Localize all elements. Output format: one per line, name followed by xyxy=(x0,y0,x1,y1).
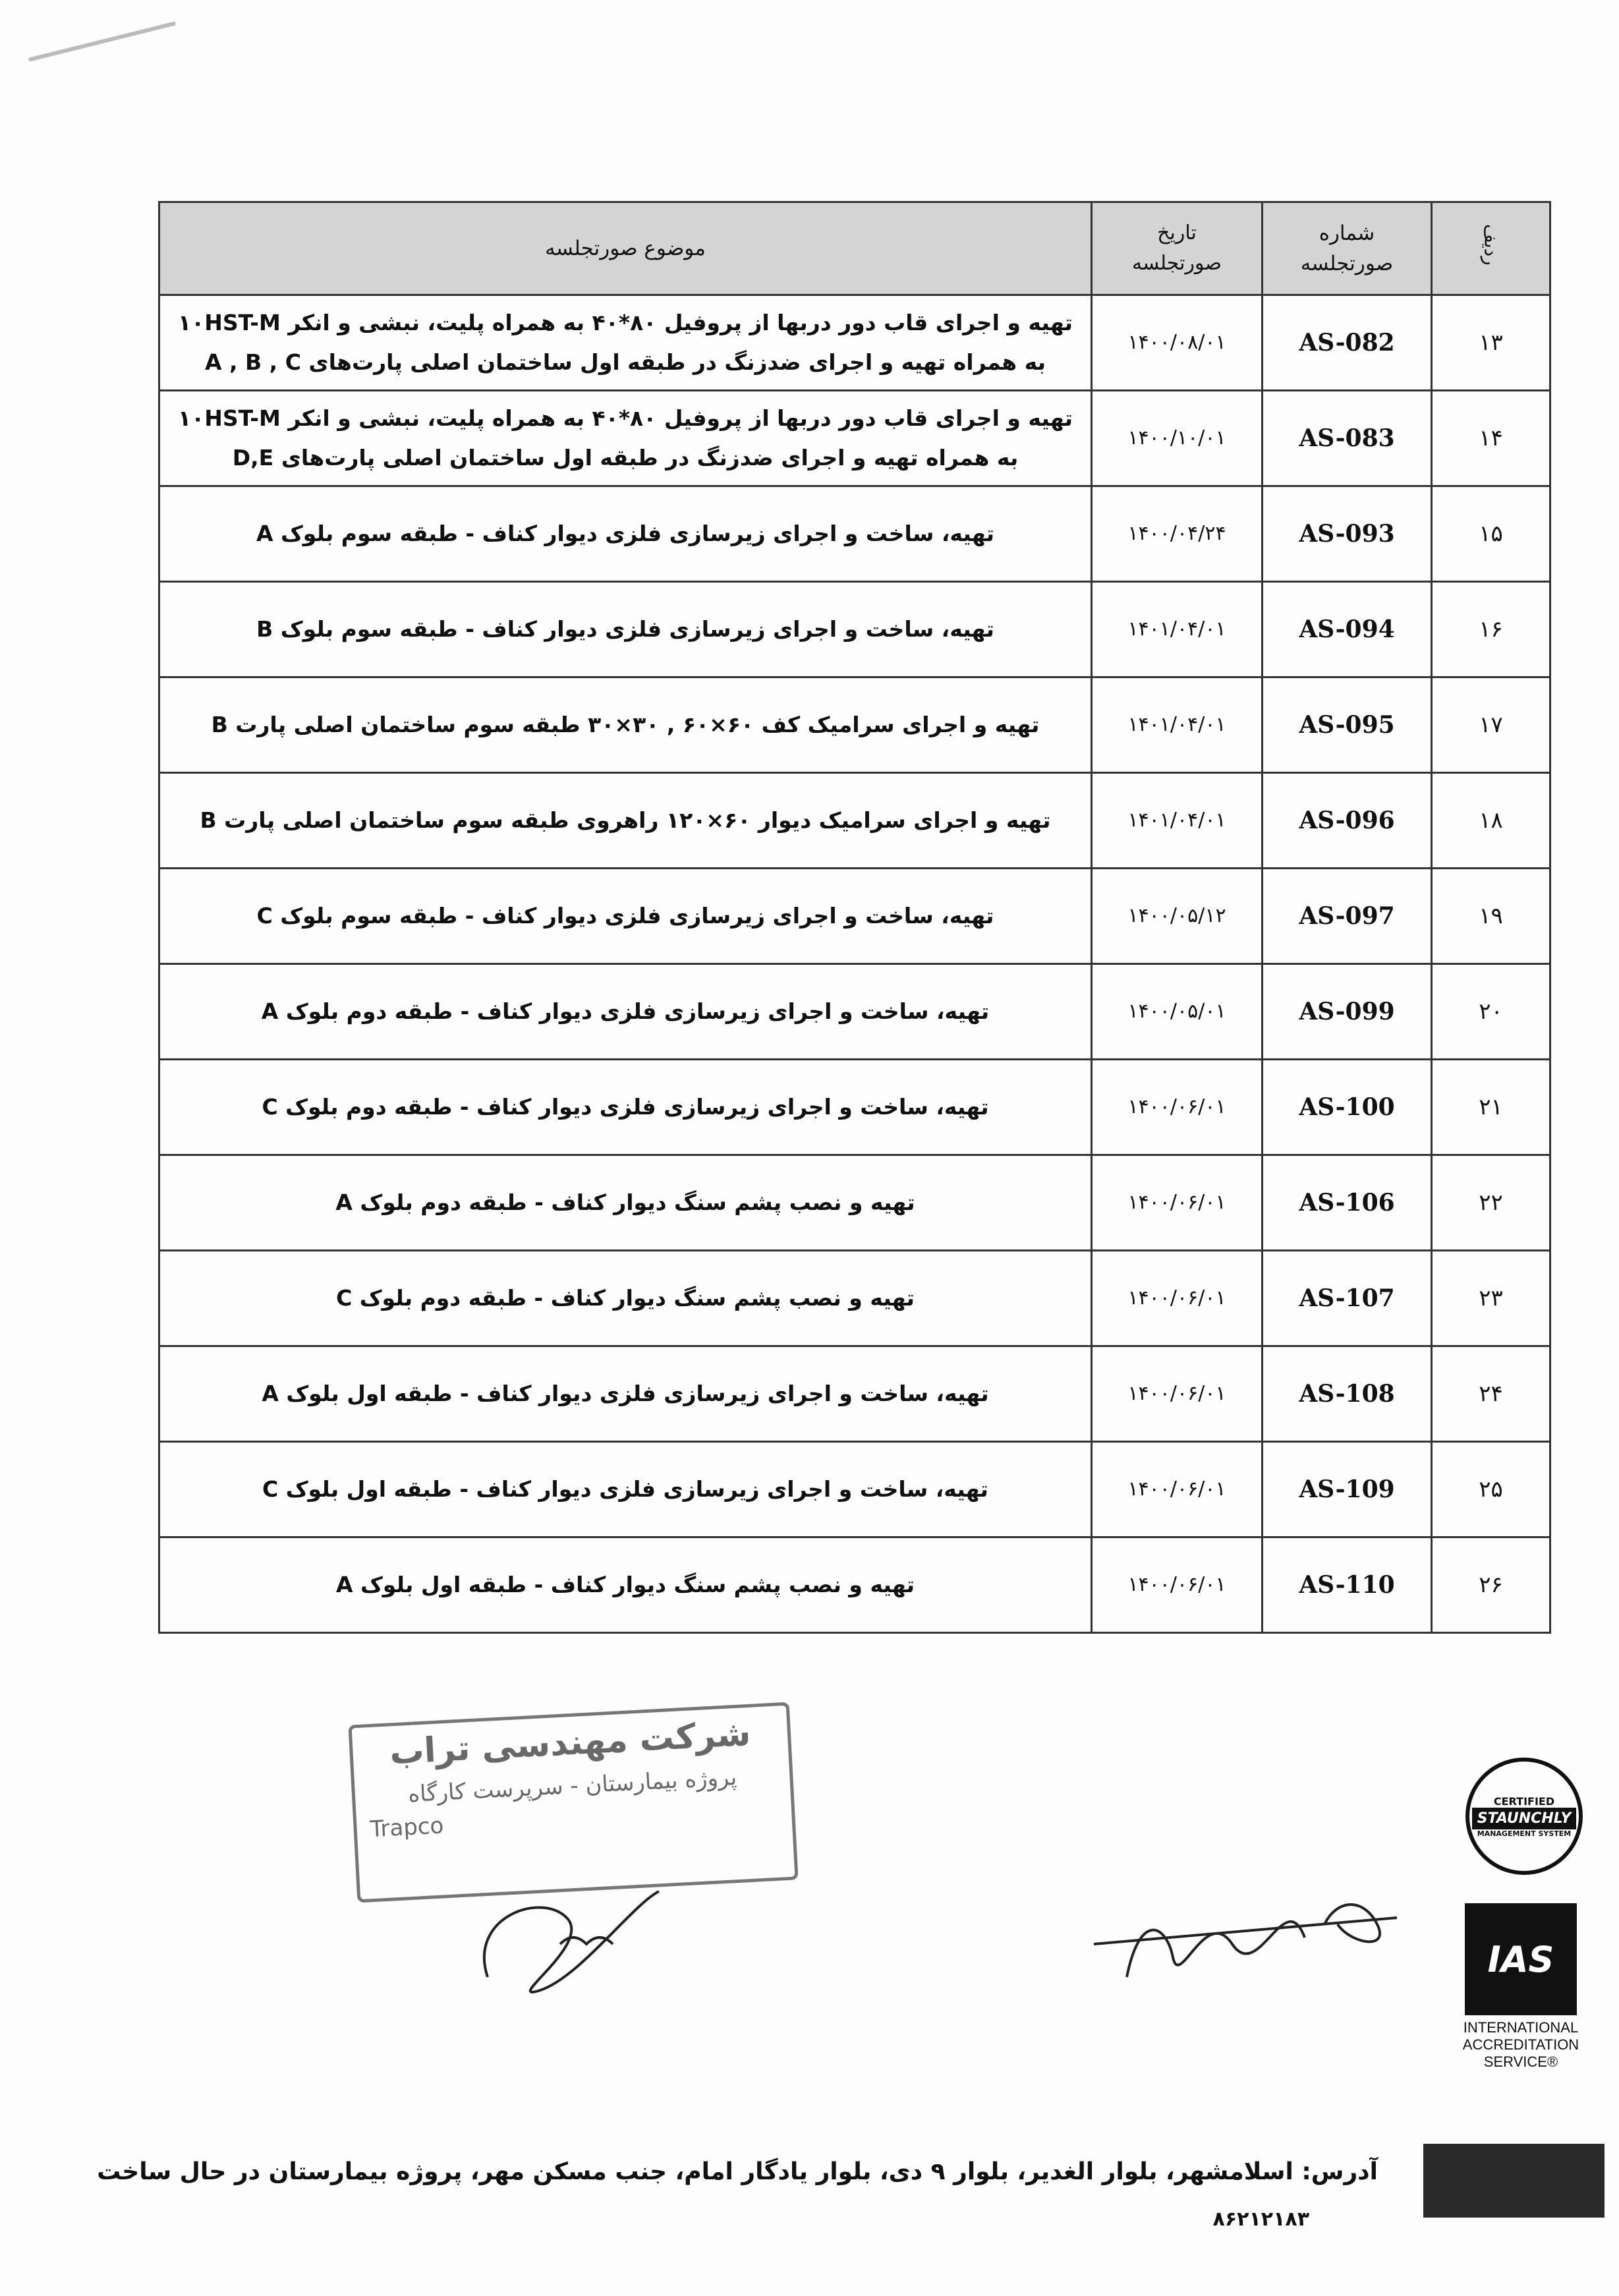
minutes-date: ۱۴۰۰/۰۵/۰۱ xyxy=(1092,964,1263,1060)
row-number: ۲۲ xyxy=(1432,1155,1550,1251)
minutes-subject: تهیه و اجرای قاب دور دربها از پروفیل ۸۰*۴۰ به همراه پلیت، نبشی و انکر ۱۰HST-M به همراه تهیه و اجرای ضدزنگ در طبقه اول ساختمان اصلی پارت‌های D,E xyxy=(159,391,1092,486)
table-row xyxy=(159,964,1550,1060)
company-stamp: شرکت مهندسی تراب پروژه بیمارستان - سرپرست کارگاه Trapco xyxy=(348,1702,798,1903)
row-number: ۲۵ xyxy=(1432,1442,1550,1537)
table-row xyxy=(159,1537,1550,1633)
header-minutes-number: شماره صورتجلسه xyxy=(1263,202,1432,295)
minutes-table xyxy=(158,201,1551,1634)
minutes-number: AS-110 xyxy=(1263,1537,1432,1633)
table-row xyxy=(159,295,1550,391)
table-header-row xyxy=(159,202,1550,295)
minutes-number: AS-083 xyxy=(1263,391,1432,486)
row-number: ۱۳ xyxy=(1432,295,1550,391)
table-row xyxy=(159,486,1550,582)
header-minutes-date: تاریخ صورتجلسه xyxy=(1092,202,1263,295)
row-number: ۲۱ xyxy=(1432,1060,1550,1155)
row-number: ۲۰ xyxy=(1432,964,1550,1060)
minutes-date: ۱۴۰۰/۰۴/۲۴ xyxy=(1092,486,1263,582)
minutes-subject: تهیه، ساخت و اجرای زیرسازی فلزی دیوار کناف - طبقه سوم بلوک A xyxy=(159,486,1092,582)
table-row xyxy=(159,1060,1550,1155)
row-number: ۲۳ xyxy=(1432,1251,1550,1346)
minutes-subject: تهیه، ساخت و اجرای زیرسازی فلزی دیوار کناف - طبقه اول بلوک A xyxy=(159,1346,1092,1442)
minutes-date: ۱۴۰۰/۰۶/۰۱ xyxy=(1092,1442,1263,1537)
minutes-subject: تهیه، ساخت و اجرای زیرسازی فلزی دیوار کناف - طبقه سوم بلوک C xyxy=(159,869,1092,964)
minutes-number: AS-082 xyxy=(1263,295,1432,391)
row-number: ۱۴ xyxy=(1432,391,1550,486)
minutes-number: AS-108 xyxy=(1263,1346,1432,1442)
row-number: ۲۴ xyxy=(1432,1346,1550,1442)
table-row xyxy=(159,1155,1550,1251)
table-row xyxy=(159,1442,1550,1537)
table-row xyxy=(159,773,1550,869)
minutes-date: ۱۴۰۰/۱۰/۰۱ xyxy=(1092,391,1263,486)
minutes-number: AS-106 xyxy=(1263,1155,1432,1251)
minutes-number: AS-096 xyxy=(1263,773,1432,869)
minutes-subject: تهیه، ساخت و اجرای زیرسازی فلزی دیوار کناف - طبقه سوم بلوک B xyxy=(159,582,1092,677)
header-minutes-subject: موضوع صورتجلسه xyxy=(159,202,1092,295)
minutes-subject: تهیه، ساخت و اجرای زیرسازی فلزی دیوار کناف - طبقه اول بلوک C xyxy=(159,1442,1092,1537)
minutes-number: AS-099 xyxy=(1263,964,1432,1060)
minutes-subject: تهیه و اجرای سرامیک دیوار ۶۰×۱۲۰ راهروی طبقه سوم ساختمان اصلی پارت B xyxy=(159,773,1092,869)
minutes-date: ۱۴۰۰/۰۶/۰۱ xyxy=(1092,1155,1263,1251)
minutes-number: AS-107 xyxy=(1263,1251,1432,1346)
minutes-number: AS-097 xyxy=(1263,869,1432,964)
minutes-subject: تهیه و نصب پشم سنگ دیوار کناف - طبقه دوم بلوک C xyxy=(159,1251,1092,1346)
table-row xyxy=(159,582,1550,677)
row-number: ۱۸ xyxy=(1432,773,1550,869)
row-number: ۱۷ xyxy=(1432,677,1550,773)
table-row xyxy=(159,1251,1550,1346)
scan-artifact xyxy=(28,21,177,61)
minutes-subject: تهیه و اجرای قاب دور دربها از پروفیل ۸۰*۴۰ به همراه پلیت، نبشی و انکر ۱۰HST-M به همراه تهیه و اجرای ضدزنگ در طبقه اول ساختمان اصلی پارت‌های A , B , C xyxy=(159,295,1092,391)
ias-globe-icon: IAS xyxy=(1465,1903,1577,2015)
signature-left xyxy=(461,1878,672,2010)
row-number: ۱۶ xyxy=(1432,582,1550,677)
minutes-date: ۱۴۰۰/۰۶/۰۱ xyxy=(1092,1060,1263,1155)
table-row xyxy=(159,677,1550,773)
minutes-date: ۱۴۰۰/۰۶/۰۱ xyxy=(1092,1346,1263,1442)
row-number: ۲۶ xyxy=(1432,1537,1550,1633)
footer-black-block xyxy=(1423,2144,1605,2218)
minutes-date: ۱۴۰۱/۰۴/۰۱ xyxy=(1092,773,1263,869)
minutes-subject: تهیه و نصب پشم سنگ دیوار کناف - طبقه اول بلوک A xyxy=(159,1537,1092,1633)
footer-address: آدرس: اسلامشهر، بلوار الغدیر، بلوار ۹ دی، بلوار یادگار امام، جنب مسکن مهر، پروژه بیمارستان در حال ساخت xyxy=(97,2158,1378,2185)
table-row xyxy=(159,1346,1550,1442)
table-row xyxy=(159,869,1550,964)
minutes-number: AS-094 xyxy=(1263,582,1432,677)
row-number: ۱۹ xyxy=(1432,869,1550,964)
minutes-number: AS-095 xyxy=(1263,677,1432,773)
minutes-date: ۱۴۰۰/۰۶/۰۱ xyxy=(1092,1537,1263,1633)
minutes-subject: تهیه، ساخت و اجرای زیرسازی فلزی دیوار کناف - طبقه دوم بلوک C xyxy=(159,1060,1092,1155)
row-number: ۱۵ xyxy=(1432,486,1550,582)
header-row-number: ردیف xyxy=(1432,202,1550,295)
minutes-date: ۱۴۰۰/۰۵/۱۲ xyxy=(1092,869,1263,964)
minutes-subject: تهیه و اجرای سرامیک کف ۶۰×۶۰ , ۳۰×۳۰ طبقه سوم ساختمان اصلی پارت B xyxy=(159,677,1092,773)
footer-phone: ۸۶۲۱۲۱۸۳ xyxy=(1212,2208,1309,2231)
table-row xyxy=(159,391,1550,486)
certified-management-system-logo: CERTIFIED STAUNCHLY MANAGEMENT SYSTEM xyxy=(1465,1758,1583,1875)
minutes-date: ۱۴۰۱/۰۴/۰۱ xyxy=(1092,677,1263,773)
minutes-subject: تهیه، ساخت و اجرای زیرسازی فلزی دیوار کناف - طبقه دوم بلوک A xyxy=(159,964,1092,1060)
signature-right xyxy=(1087,1845,1404,2017)
minutes-number: AS-100 xyxy=(1263,1060,1432,1155)
minutes-subject: تهیه و نصب پشم سنگ دیوار کناف - طبقه دوم بلوک A xyxy=(159,1155,1092,1251)
minutes-date: ۱۴۰۰/۰۶/۰۱ xyxy=(1092,1251,1263,1346)
minutes-date: ۱۴۰۱/۰۴/۰۱ xyxy=(1092,582,1263,677)
minutes-number: AS-093 xyxy=(1263,486,1432,582)
minutes-date: ۱۴۰۰/۰۸/۰۱ xyxy=(1092,295,1263,391)
minutes-number: AS-109 xyxy=(1263,1442,1432,1537)
ias-accreditation-logo: IAS INTERNATIONAL ACCREDITATION SERVICE® xyxy=(1458,1903,1583,2071)
